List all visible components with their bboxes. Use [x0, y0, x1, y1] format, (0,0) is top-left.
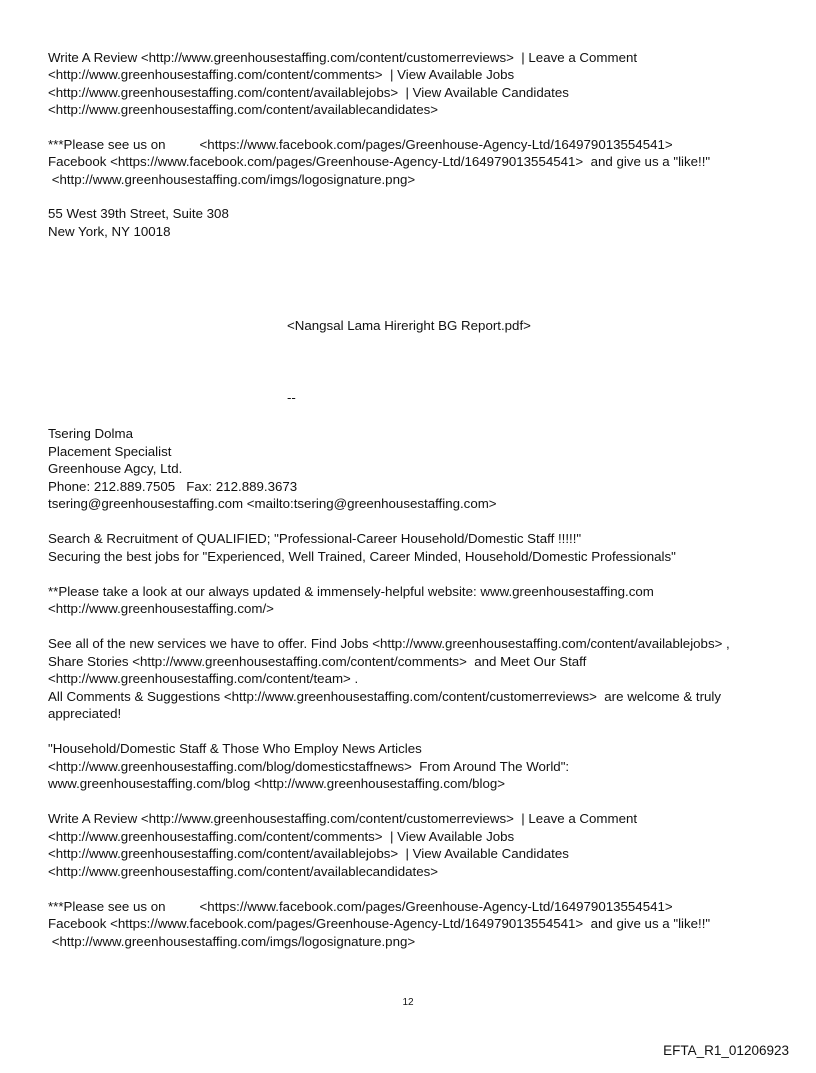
review-links-line[interactable]: <http://www.greenhousestaffing.com/content/availablecandidates> — [48, 102, 439, 117]
facebook-line[interactable] — [48, 136, 673, 153]
review-links-line[interactable]: <http://www.greenhousestaffing.com/content/availablecandidates> — [48, 864, 439, 879]
logo-signature-link[interactable]: <http://www.greenhousestaffing.com/imgs/logosignature.png> — [48, 934, 416, 949]
news-line[interactable]: <http://www.greenhousestaffing.com/blog/domesticstaffnews> From Around The World": — [48, 759, 570, 774]
services-line[interactable]: <http://www.greenhousestaffing.com/content/team> . — [48, 671, 359, 686]
facebook-prefix: ***Please see us on — [48, 899, 166, 914]
facebook-prefix: ***Please see us on — [48, 137, 166, 152]
news-line[interactable]: www.greenhousestaffing.com/blog <http://www.greenhousestaffing.com/blog> — [48, 776, 506, 791]
services-line[interactable]: See all of the new services we have to offer. Find Jobs <http://www.greenhousestaffing.com/content/availablejobs> , — [48, 636, 730, 651]
review-links-line[interactable]: Write A Review <http://www.greenhousestaffing.com/content/customerreviews> | Leave a Comment — [48, 811, 638, 826]
facebook-line[interactable] — [48, 898, 673, 915]
review-links-line[interactable]: Write A Review <http://www.greenhousestaffing.com/content/customerreviews> | Leave a Comment — [48, 50, 638, 65]
signature-separator: -- — [287, 390, 296, 405]
facebook-link[interactable]: <https://www.facebook.com/pages/Greenhouse-Agency-Ltd/164979013554541> — [199, 899, 673, 914]
address-line: 55 West 39th Street, Suite 308 — [48, 206, 229, 221]
attachment-filename[interactable]: <Nangsal Lama Hireright BG Report.pdf> — [287, 318, 531, 333]
website-line[interactable]: **Please take a look at our always updated & immensely-helpful website: www.greenhousestaffing.com — [48, 584, 654, 599]
website-link[interactable]: <http://www.greenhousestaffing.com/> — [48, 601, 274, 616]
tagline-line: Securing the best jobs for "Experienced, Well Trained, Career Minded, Household/Domestic Professionals" — [48, 549, 676, 564]
page-number: 12 — [402, 997, 414, 1008]
logo-signature-link[interactable]: <http://www.greenhousestaffing.com/imgs/logosignature.png> — [48, 172, 416, 187]
bates-number: EFTA_R1_01206923 — [663, 1043, 789, 1058]
signature-email[interactable]: tsering@greenhousestaffing.com <mailto:tsering@greenhousestaffing.com> — [48, 496, 497, 511]
signature-title: Placement Specialist — [48, 444, 172, 459]
services-line[interactable]: All Comments & Suggestions <http://www.greenhousestaffing.com/content/customerreviews> are welcome & truly — [48, 689, 722, 704]
review-links-line[interactable]: <http://www.greenhousestaffing.com/content/availablejobs> | View Available Candidates — [48, 85, 569, 100]
facebook-like-line[interactable]: Facebook <https://www.facebook.com/pages/Greenhouse-Agency-Ltd/164979013554541> and give us a "like!!" — [48, 916, 711, 931]
signature-phone-fax: Phone: 212.889.7505 Fax: 212.889.3673 — [48, 479, 298, 494]
signature-company: Greenhouse Agcy, Ltd. — [48, 461, 183, 476]
review-links-line[interactable]: <http://www.greenhousestaffing.com/content/comments> | View Available Jobs — [48, 67, 515, 82]
services-line[interactable]: Share Stories <http://www.greenhousestaffing.com/content/comments> and Meet Our Staff — [48, 654, 587, 669]
news-line: "Household/Domestic Staff & Those Who Employ News Articles — [48, 741, 422, 756]
services-line: appreciated! — [48, 706, 122, 721]
signature-name: Tsering Dolma — [48, 426, 133, 441]
review-links-line[interactable]: <http://www.greenhousestaffing.com/content/availablejobs> | View Available Candidates — [48, 846, 569, 861]
tagline-line: Search & Recruitment of QUALIFIED; "Professional-Career Household/Domestic Staff !!!!!" — [48, 531, 582, 546]
review-links-line[interactable]: <http://www.greenhousestaffing.com/content/comments> | View Available Jobs — [48, 829, 515, 844]
facebook-like-line[interactable]: Facebook <https://www.facebook.com/pages/Greenhouse-Agency-Ltd/164979013554541> and give us a "like!!" — [48, 154, 711, 169]
facebook-link[interactable]: <https://www.facebook.com/pages/Greenhouse-Agency-Ltd/164979013554541> — [199, 137, 673, 152]
address-line: New York, NY 10018 — [48, 224, 171, 239]
